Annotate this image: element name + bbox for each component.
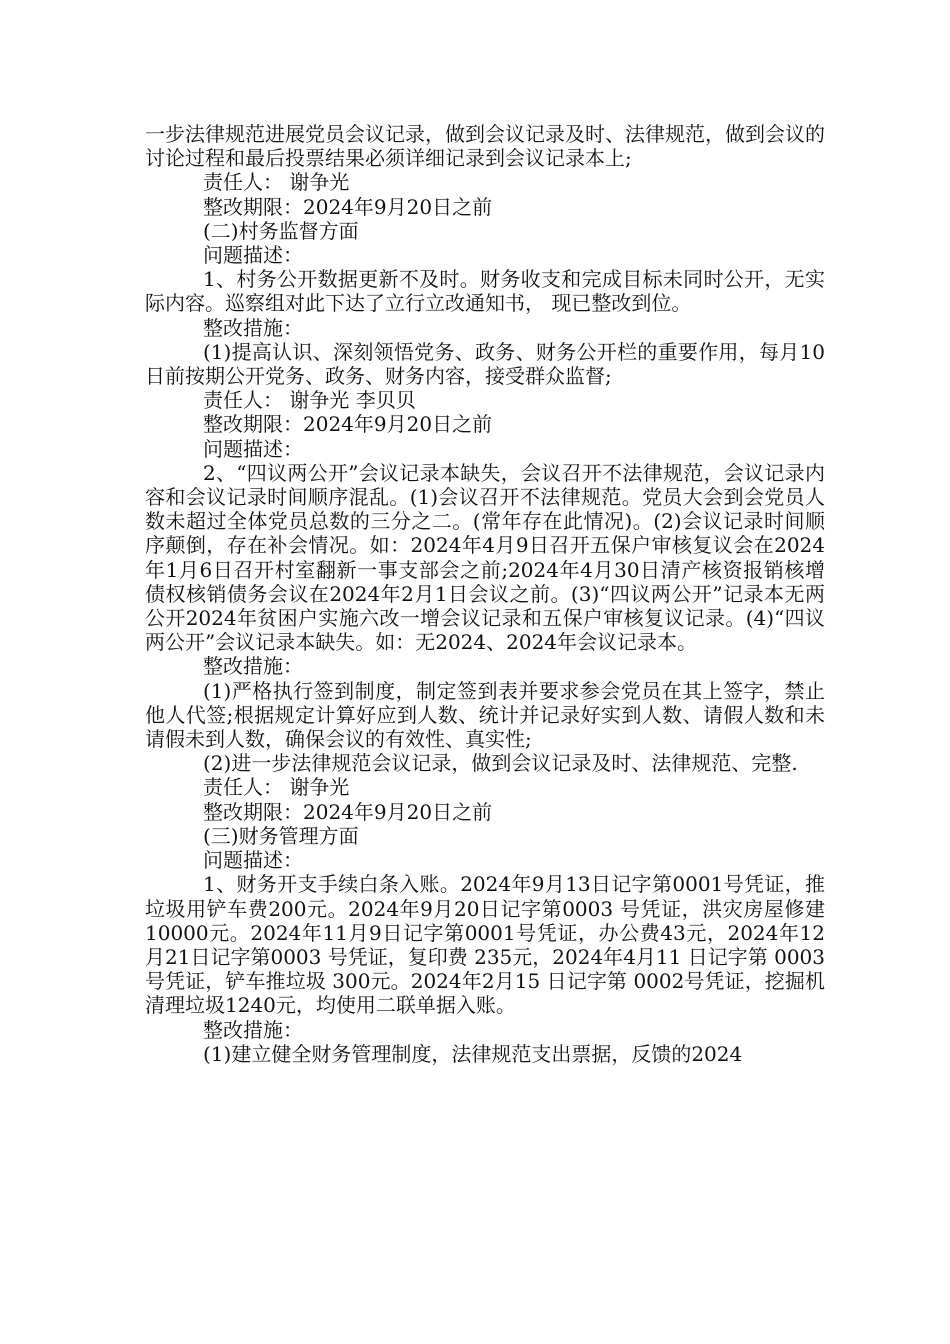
paragraph-19: 问题描述： (203, 848, 303, 873)
paragraph-13: 整改措施： (203, 654, 303, 679)
paragraph-8: (1)提高认识、深刻领悟党务、政务、财务公开栏的重要作用，每月10日前按期公开党务、政务、财务内容，接受群众监督; (145, 339, 825, 389)
paragraph-14: (1)严格执行签到制度，制定签到表并要求参会党员在其上签字，禁止他人代签;根据规定计算好应到人数、统计并记录好实到人数、请假人数和未请假未到人数，确保会议的有效性、真实性; (145, 678, 825, 752)
paragraph-5: 问题描述： (203, 243, 303, 268)
paragraph-17: 整改期限：2024年9月20日之前 (203, 799, 493, 824)
paragraph-11: 问题描述： (203, 436, 303, 461)
paragraph-15: (2)进一步法律规范会议记录，做到会议记录及时、法律规范、完整. (203, 751, 798, 776)
paragraph-6: 1、村务公开数据更新不及时。财务收支和完成目标未同时公开，无实际内容。巡察组对此下达了立行立改通知书， 现已整改到位。 (145, 267, 825, 316)
section-heading-2: (二)村务监督方面 (203, 218, 359, 243)
document-page (145, 122, 825, 1066)
paragraph-2: 责任人： 谢争光 (203, 170, 350, 195)
paragraph-7: 整改措施： (203, 315, 303, 340)
paragraph-20: 1、财务开支手续白条入账。2024年9月13日记字第0001号凭证，推垃圾用铲车费200元。2024年9月20日记字第0003 号凭证，洪灾房屋修建 10000元。2024年11月9日记字第0001号凭证，办公费43元，2024年12月21日记字第0003 号凭证，复印费 235元，2024年4月11 日记字第 0003号凭证，铲车推垃圾 300元。2024年2月15 日记字第 0002号凭证，挖掘机清理垃圾1240元，均使用二联单据入账。 (145, 872, 825, 1018)
paragraph-21: 整改措施： (203, 1017, 303, 1042)
paragraph-12: 2、“四议两公开”会议记录本缺失，会议召开不法律规范，会议记录内容和会议记录时间顺序混乱。(1)会议召开不法律规范。党员大会到会党员人数未超过全体党员总数的三分之二。(常年存在此情况)。(2)会议记录时间顺序颠倒，存在补会情况。如：2024年4月9日召开五保户审核复议会在2024年1月6日召开村室翻新一事支部会之前;2024年4月30日清产核资报销核增债权核销债务会议在2024年2月1日会议之前。(3)“四议两公开”记录本无两公开2024年贫困户实施六改一增会议记录和五保户审核复议记录。(4)“四议两公开”会议记录本缺失。如：无2024、2024年会议记录本。 (145, 460, 825, 655)
paragraph-9: 责任人： 谢争光 李贝贝 (203, 388, 416, 413)
paragraph-10: 整改期限：2024年9月20日之前 (203, 412, 493, 437)
paragraph-3: 整改期限：2024年9月20日之前 (203, 194, 493, 219)
section-heading-3: (三)财务管理方面 (203, 823, 359, 848)
paragraph-22: (1)建立健全财务管理制度，法律规范支出票据，反馈的2024 (203, 1041, 743, 1066)
paragraph-16: 责任人： 谢争光 (203, 775, 350, 800)
paragraph-1: 一步法律规范进展党员会议记录，做到会议记录及时、法律规范，做到会议的讨论过程和最后投票结果必须详细记录到会议记录本上; (145, 122, 825, 171)
